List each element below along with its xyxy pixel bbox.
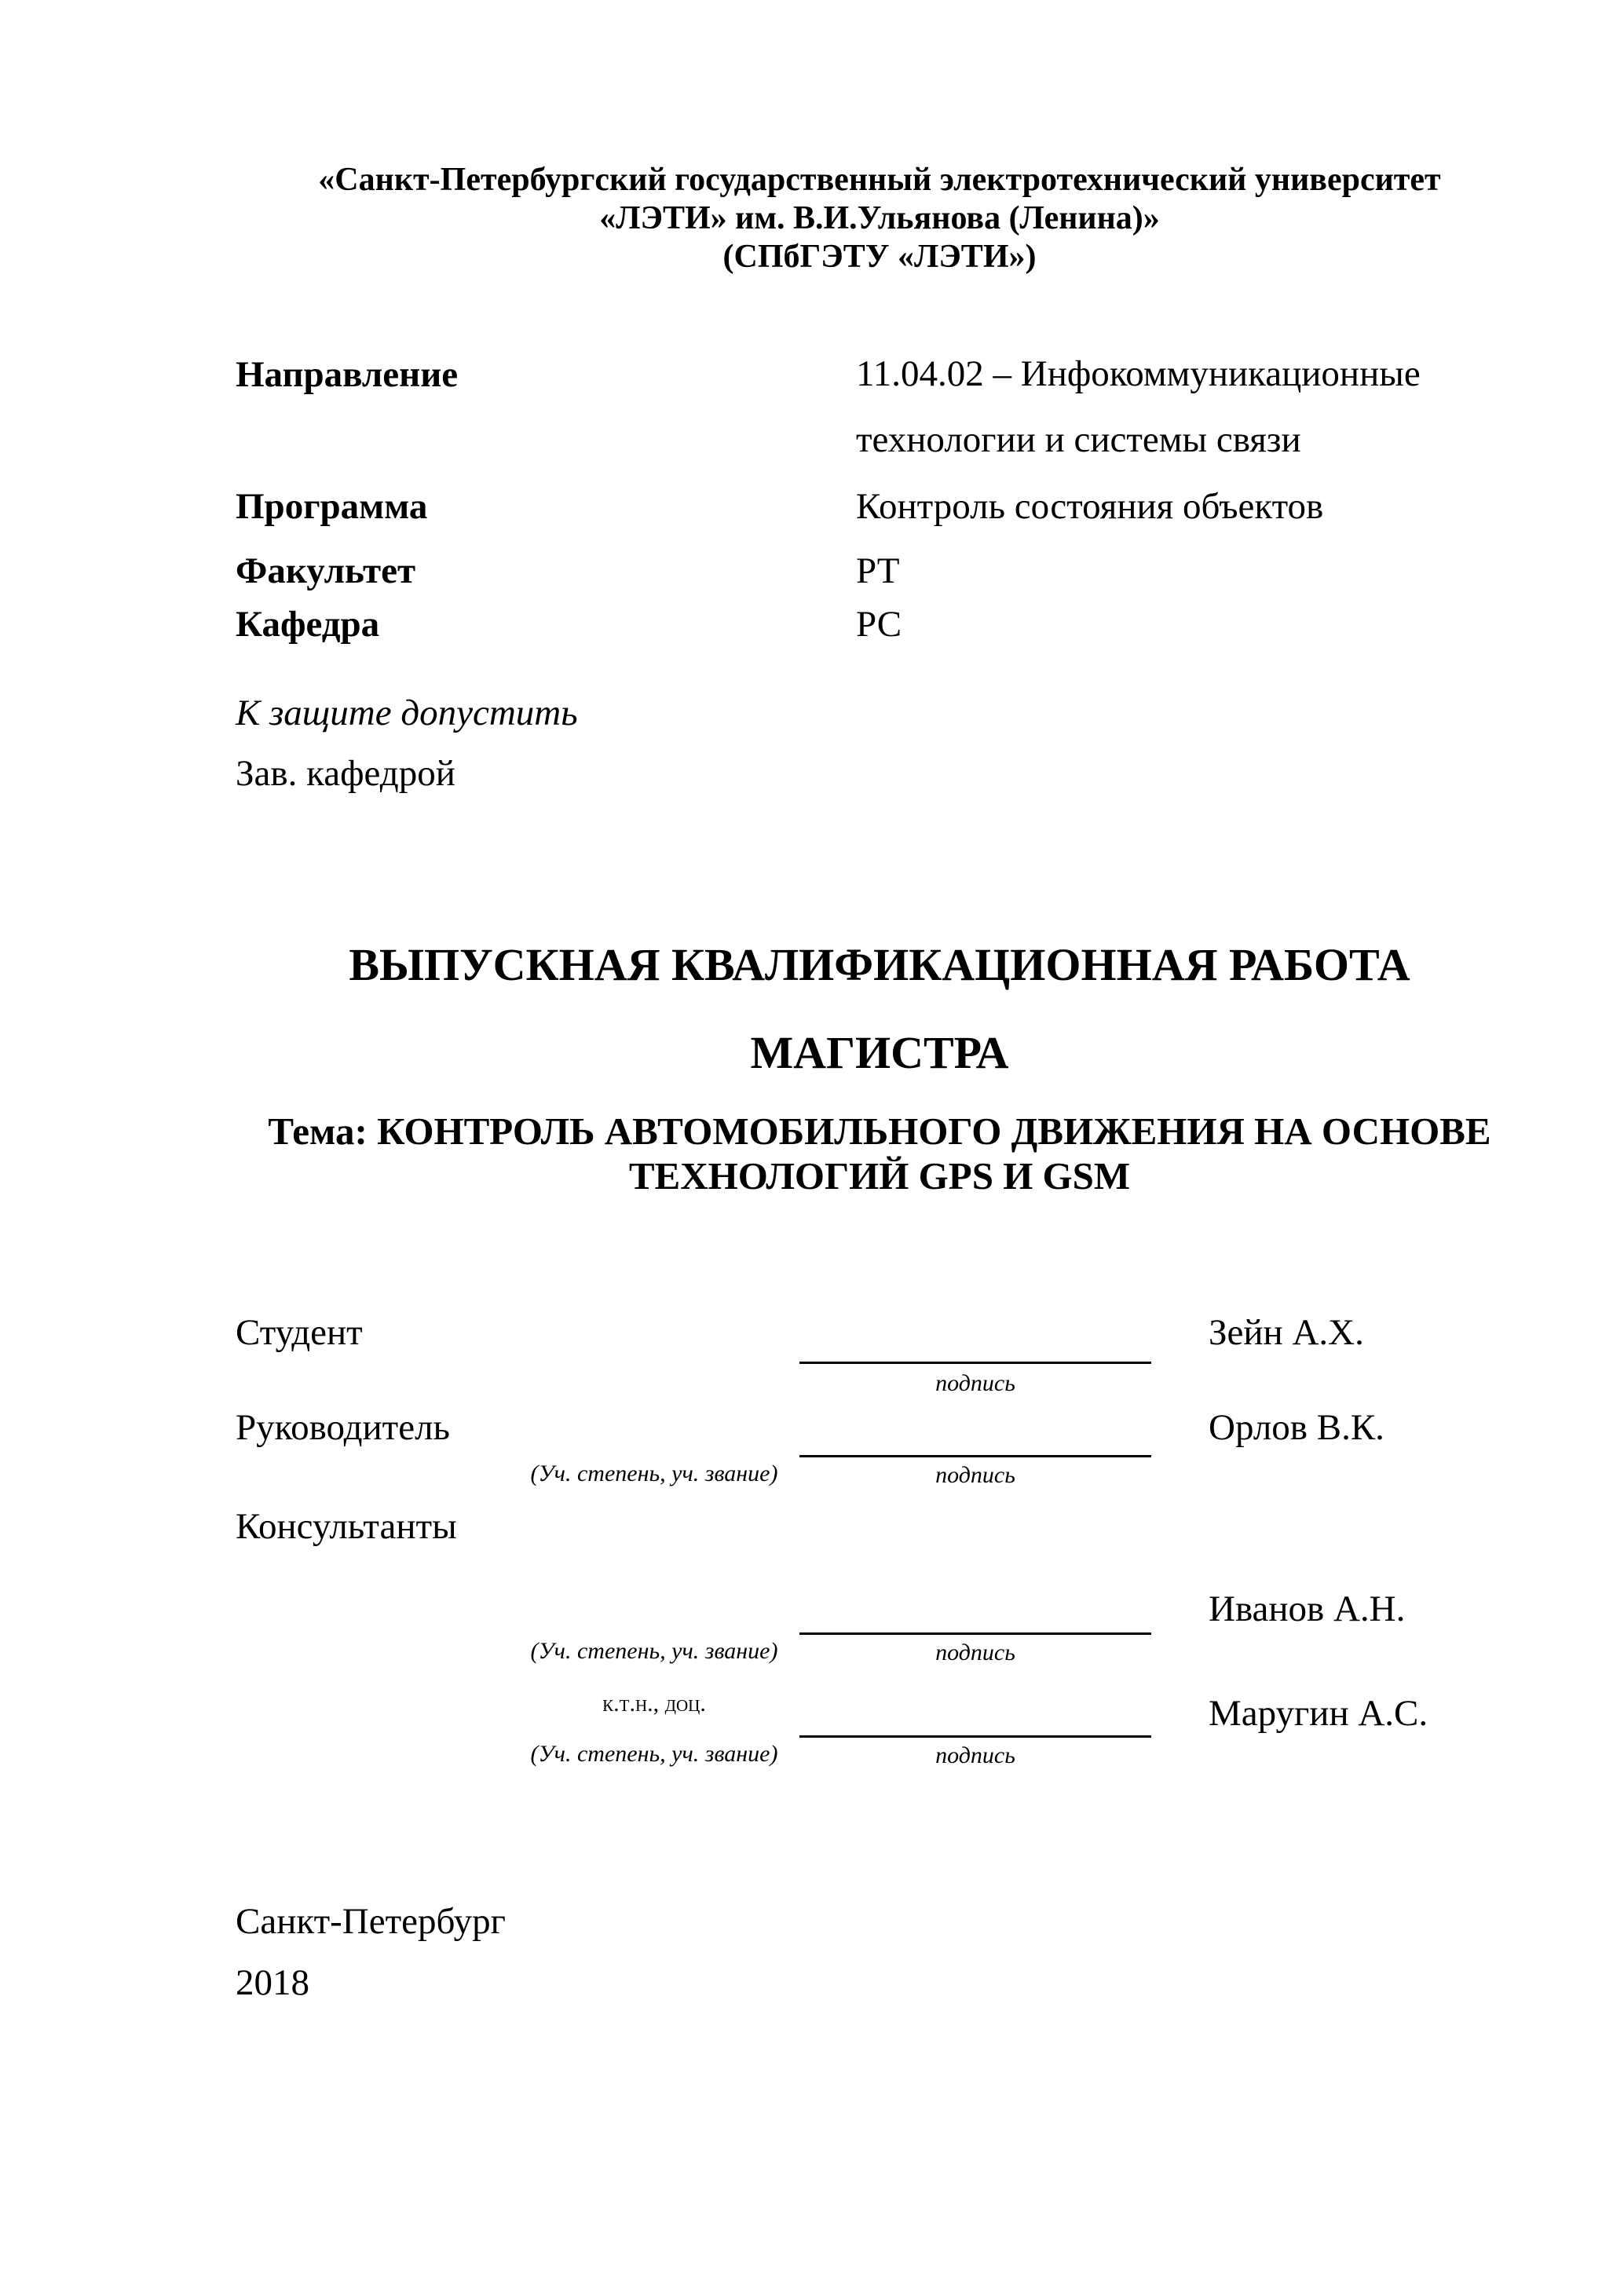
consultant-2-degree: к.т.н., доц.	[602, 1691, 706, 1717]
degree-caption-consultant-2: (Уч. степень, уч. звание)	[530, 1741, 778, 1767]
university-abbreviation: (СПбГЭТУ «ЛЭТИ»)	[722, 239, 1037, 275]
signature-line-consultant-2	[799, 1735, 1151, 1738]
signature-caption-student: подпись	[935, 1370, 1015, 1396]
admission-statement: К защите допустить	[236, 693, 578, 733]
year: 2018	[236, 1962, 309, 2003]
consultants-label: Консультанты	[236, 1506, 457, 1547]
field-value-direction: 11.04.02 – Инфокоммуникационные технологии и системы связи	[856, 353, 1421, 460]
signature-caption-consultant-2: подпись	[935, 1742, 1015, 1768]
degree-caption-supervisor: (Уч. степень, уч. звание)	[530, 1461, 778, 1486]
signature-line-consultant-1	[799, 1632, 1151, 1635]
student-name: Зейн А.Х.	[1209, 1312, 1364, 1353]
signature-caption-supervisor: подпись	[935, 1462, 1015, 1488]
work-title-line-2: МАГИСТРА	[750, 1027, 1009, 1078]
consultant-1-name: Иванов А.Н.	[1209, 1589, 1406, 1629]
field-label-faculty: Факультет	[236, 550, 416, 591]
consultant-2-name: Маругин А.С.	[1209, 1693, 1428, 1734]
city: Санкт-Петербург	[236, 1901, 506, 1942]
thesis-theme: Тема: КОНТРОЛЬ АВТОМОБИЛЬНОГО ДВИЖЕНИЯ НА ОСНОВЕ ТЕХНОЛОГИЙ GPS И GSM	[268, 1110, 1491, 1197]
university-name-line-1: «Санкт-Петербургский государственный электротехнический университет	[318, 162, 1441, 198]
signature-caption-consultant-1: подпись	[935, 1640, 1015, 1665]
student-label: Студент	[236, 1312, 363, 1353]
work-title-line-1: ВЫПУСКНАЯ КВАЛИФИКАЦИОННАЯ РАБОТА	[349, 939, 1410, 990]
degree-caption-consultant-1: (Уч. степень, уч. звание)	[530, 1638, 778, 1664]
university-name-line-2: «ЛЭТИ» им. В.И.Ульянова (Ленина)»	[599, 200, 1160, 236]
field-label-direction: Направление	[236, 354, 459, 395]
supervisor-label: Руководитель	[236, 1407, 450, 1448]
field-value-faculty: РТ	[856, 550, 900, 591]
field-label-program: Программа	[236, 486, 428, 527]
supervisor-name: Орлов В.К.	[1209, 1407, 1384, 1448]
field-label-department: Кафедра	[236, 604, 380, 645]
field-value-department: РС	[856, 604, 902, 645]
field-value-program: Контроль состояния объектов	[856, 486, 1324, 527]
department-head-label: Зав. кафедрой	[236, 753, 455, 794]
university-header	[236, 161, 1523, 276]
signature-line-student	[799, 1362, 1151, 1364]
signature-line-supervisor	[799, 1455, 1151, 1457]
